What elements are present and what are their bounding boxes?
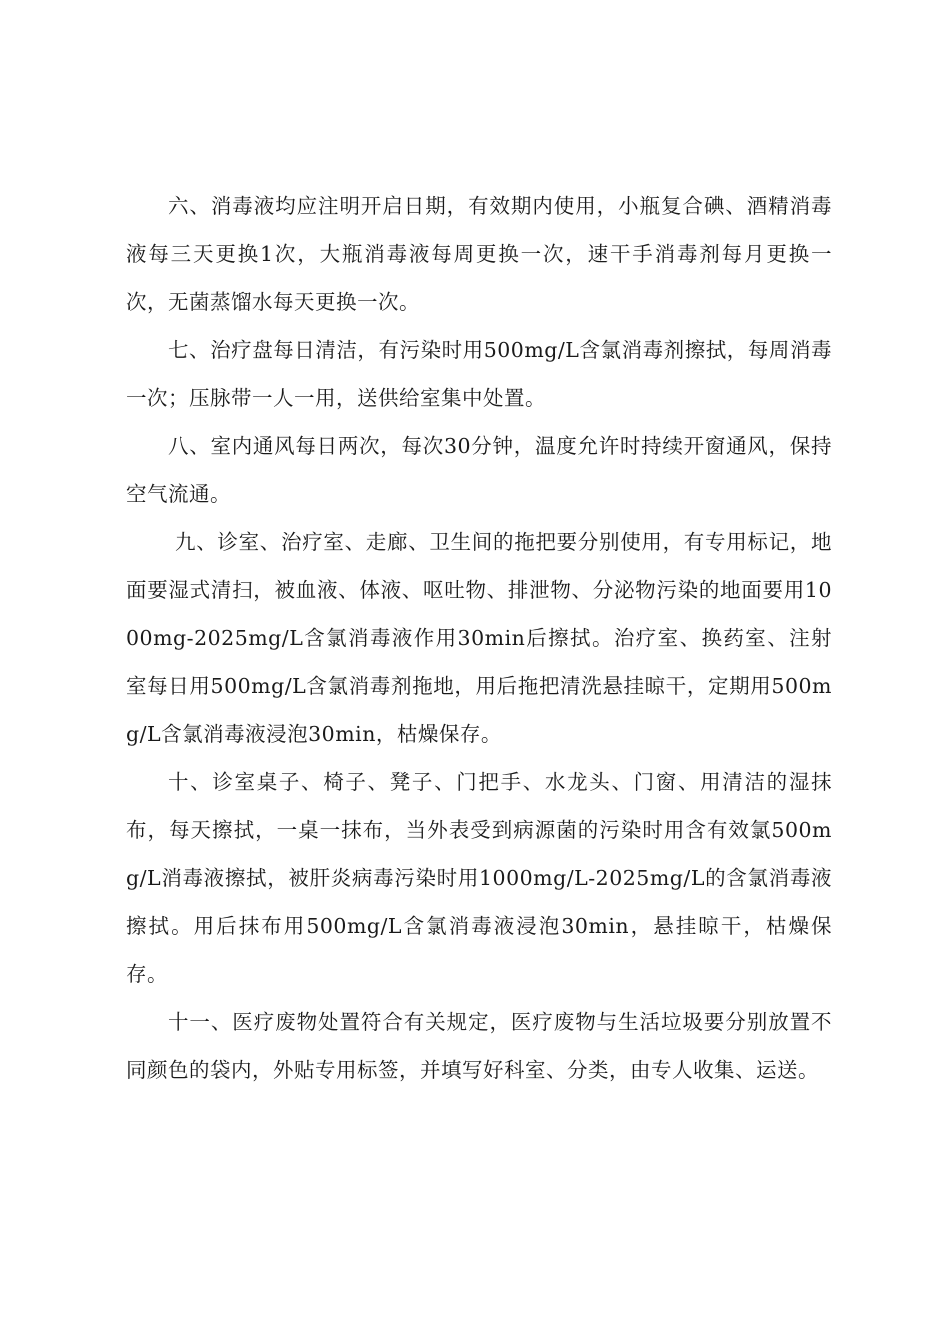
paragraph-11: 十一、医疗废物处置符合有关规定，医疗废物与生活垃圾要分别放置不同颜色的袋内，外贴专用标签，并填写好科室、分类，由专人收集、运送。 xyxy=(126,1010,832,1082)
paragraph-9: 九、诊室、治疗室、走廊、卫生间的拖把要分别使用，有专用标记，地面要湿式清扫，被血液、体液、呕吐物、排泄物、分泌物污染的地面要用1000mg-2025mg/L含氯消毒液作用30min后擦拭。治疗室、换药室、注射室每日用500mg/L含氯消毒剂拖地，用后拖把清洗悬挂晾干，定期用500mg/L含氯消毒液浸泡30min，枯燥保存。 xyxy=(126,530,832,746)
paragraph-8: 八、室内通风每日两次，每次30分钟，温度允许时持续开窗通风，保持空气流通。 xyxy=(126,434,832,506)
paragraph-10: 十、诊室桌子、椅子、凳子、门把手、水龙头、门窗、用清洁的湿抹布，每天擦拭，一桌一抹布，当外表受到病源菌的污染时用含有效氯500mg/L消毒液擦拭，被肝炎病毒污染时用1000mg/L-2025mg/L的含氯消毒液擦拭。用后抹布用500mg/L含氯消毒液浸泡30min，悬挂晾干，枯燥保存。 xyxy=(126,770,832,986)
paragraph-6: 六、消毒液均应注明开启日期，有效期内使用，小瓶复合碘、酒精消毒液每三天更换1次，大瓶消毒液每周更换一次，速干手消毒剂每月更换一次，无菌蒸馏水每天更换一次。 xyxy=(126,194,832,314)
paragraph-7: 七、治疗盘每日清洁，有污染时用500mg/L含氯消毒剂擦拭，每周消毒一次；压脉带一人一用，送供给室集中处置。 xyxy=(126,338,832,410)
document-body xyxy=(126,182,832,1094)
